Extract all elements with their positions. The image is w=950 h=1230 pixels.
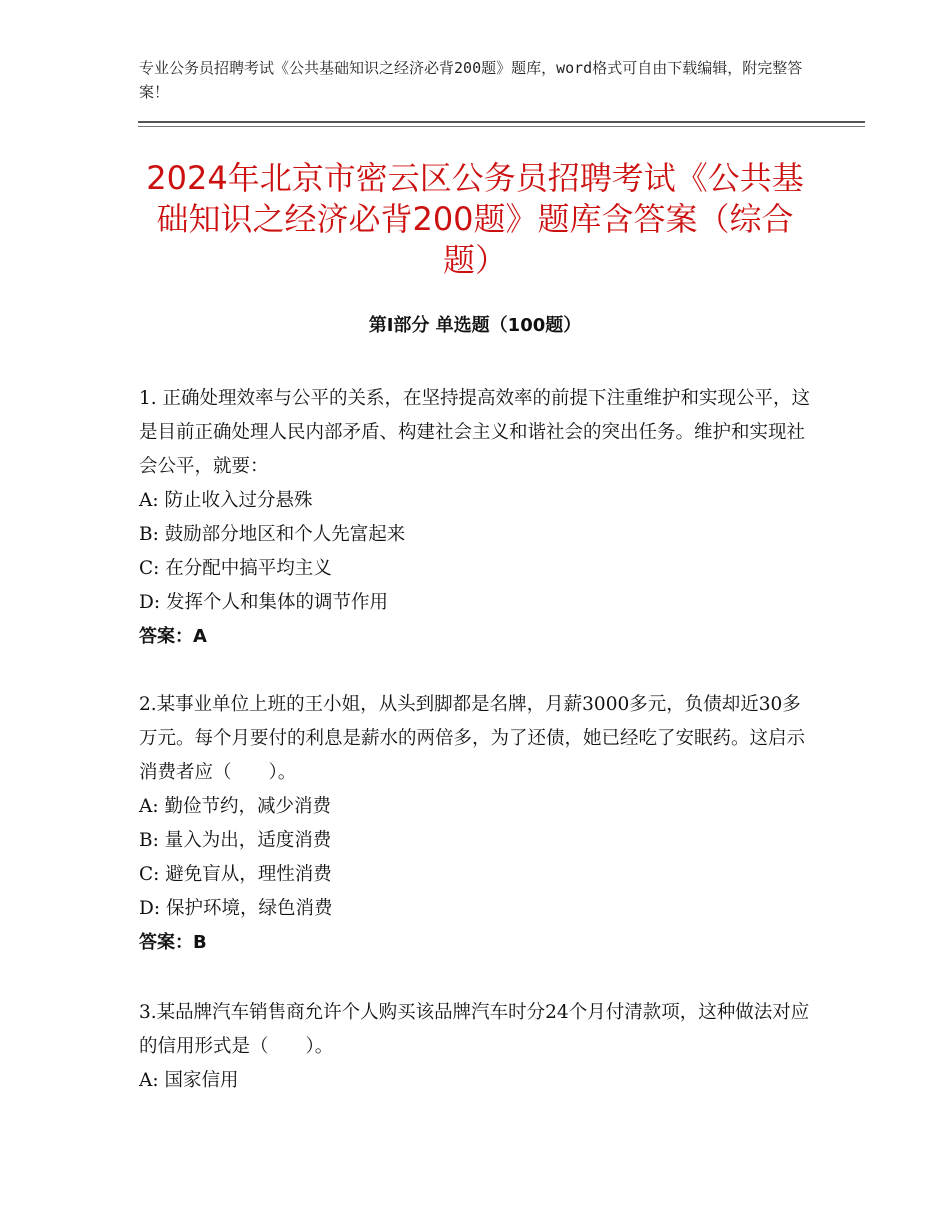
document-title: 2024年北京市密云区公务员招聘考试《公共基础知识之经济必背200题》题库含答案（综合题） [146, 159, 804, 279]
option-b: B: 量入为出，适度消费 [139, 830, 332, 851]
question-stem: 2.某事业单位上班的王小姐，从头到脚都是名牌，月薪3000多元，负债却近30多万元。每个月要付的利息是薪水的两倍多，为了还债，她已经吃了安眠药。这启示消费者应（ ）。 [139, 694, 806, 783]
answer-label: 答案：A [139, 626, 207, 647]
option-c: C: 避免盲从，理性消费 [139, 864, 332, 885]
header-rule-thin [138, 126, 865, 127]
section-title: 第Ⅰ部分 单选题（100题） [368, 315, 582, 336]
question-block-2 [139, 688, 819, 960]
option-a: A: 勤俭节约，减少消费 [139, 796, 331, 817]
option-a: A: 防止收入过分悬殊 [139, 490, 313, 511]
option-d: D: 保护环境，绿色消费 [139, 898, 333, 919]
question-block-1 [139, 382, 819, 654]
option-a: A: 国家信用 [139, 1070, 239, 1091]
header-note: 专业公务员招聘考试《公共基础知识之经济必背200题》题库，word格式可自由下载编辑，附完整答案！ [139, 59, 803, 101]
question-block-3 [139, 996, 819, 1098]
question-stem: 3.某品牌汽车销售商允许个人购买该品牌汽车时分24个月付清款项，这种做法对应的信用形式是（ ）。 [139, 1002, 810, 1057]
header-rule-thick [138, 121, 865, 123]
option-d: D: 发挥个人和集体的调节作用 [139, 592, 388, 613]
answer-label: 答案：B [139, 932, 207, 953]
option-c: C: 在分配中搞平均主义 [139, 558, 332, 579]
option-b: B: 鼓励部分地区和个人先富起来 [139, 524, 406, 545]
question-stem: 1. 正确处理效率与公平的关系，在坚持提高效率的前提下注重维护和实现公平，这是目前正确处理人民内部矛盾、构建社会主义和谐社会的突出任务。维护和实现社会公平，就要： [139, 388, 811, 477]
